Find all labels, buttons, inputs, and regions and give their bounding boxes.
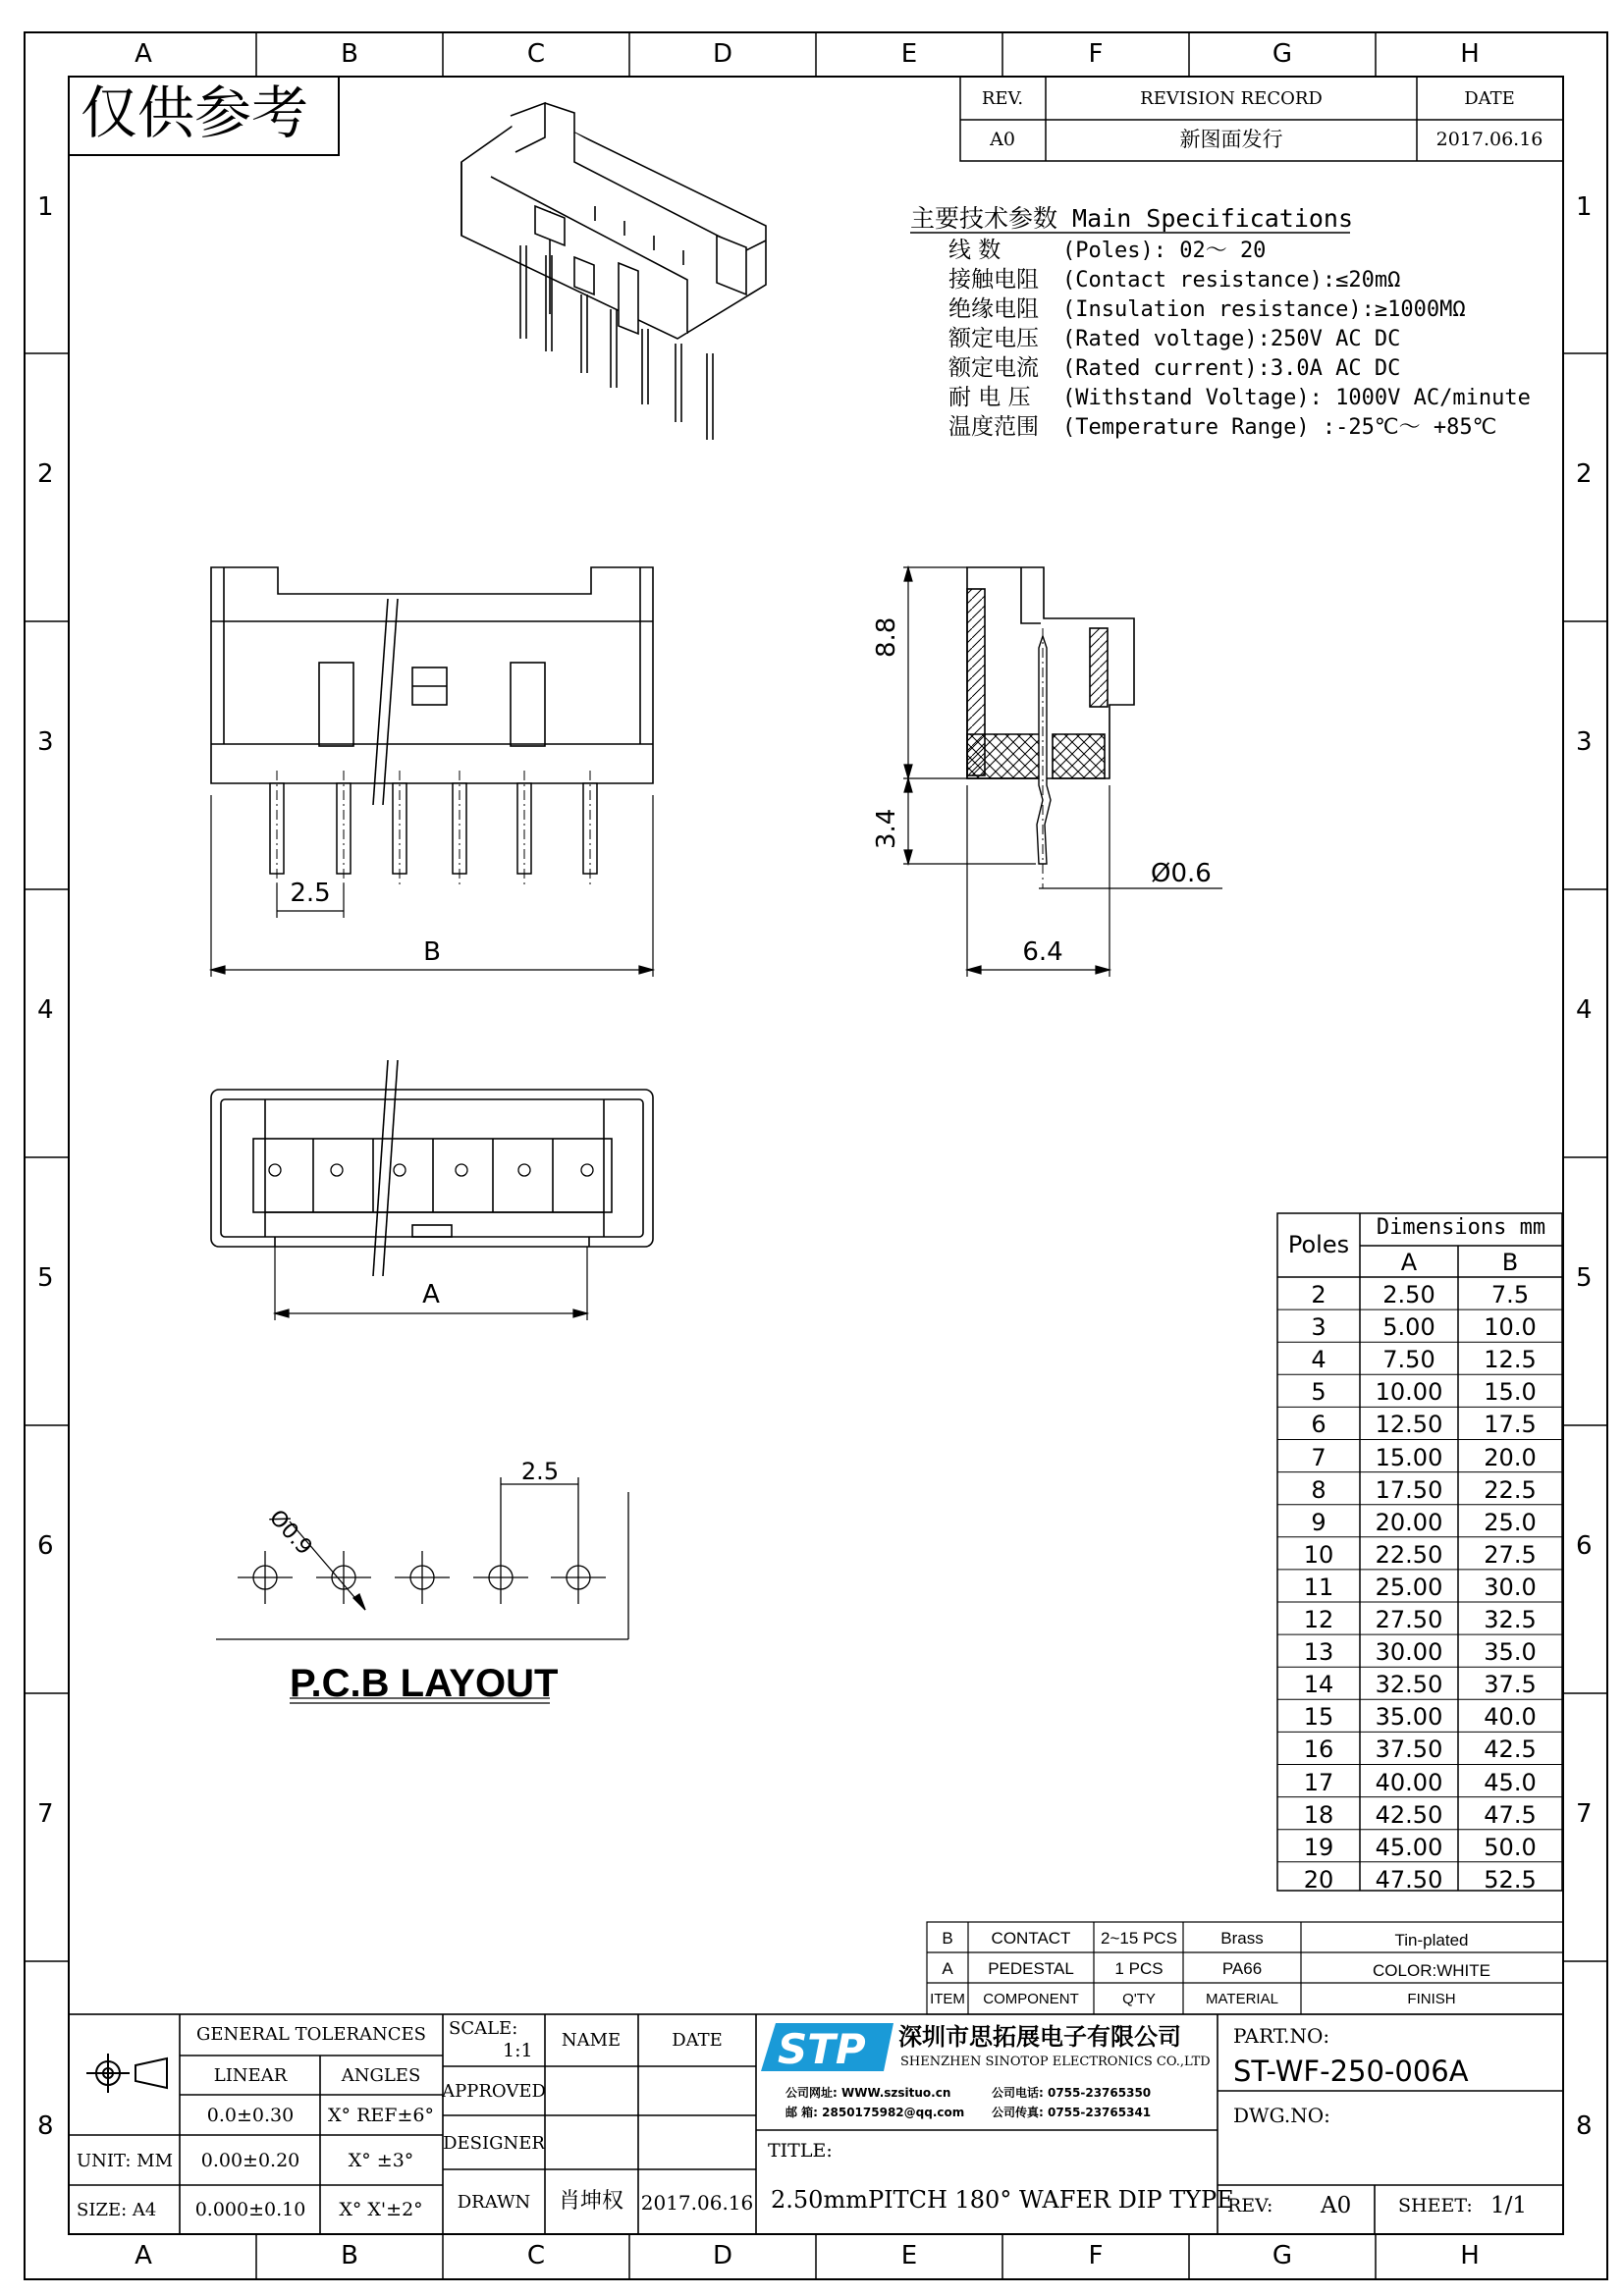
zone-row-7: 7: [37, 1799, 54, 1829]
sheet-value: 1/1: [1490, 2193, 1528, 2218]
table-cell-poles: 11: [1303, 1573, 1334, 1601]
scale-value: 1:1: [503, 2040, 533, 2061]
spec-value: (Temperature Range) :-25℃～ +85℃: [1062, 415, 1497, 440]
table-cell-b: 32.5: [1484, 1606, 1537, 1633]
top-view-pin-holes: [269, 1164, 593, 1176]
spec-value: (Rated current):3.0A AC DC: [1062, 356, 1401, 381]
table-cell-a: 17.50: [1375, 1475, 1443, 1504]
scale-label: SCALE:: [449, 2018, 518, 2039]
table-cell-a: 40.00: [1375, 1768, 1443, 1796]
tolerance-angle-2: X° ±3°: [348, 2150, 414, 2171]
table-cell-poles: 18: [1303, 1800, 1334, 1829]
side-section-view: [967, 567, 1134, 778]
zone-col-b: B: [341, 39, 358, 69]
table-cell-b: 15.0: [1484, 1378, 1537, 1407]
table-cell-poles: 8: [1311, 1475, 1326, 1504]
table-cell-a: 15.00: [1375, 1443, 1443, 1471]
side-view-pin: [1037, 636, 1051, 864]
table-cell-b: 17.5: [1484, 1411, 1537, 1439]
zone-col-f: F: [1088, 39, 1104, 69]
dim-pcb-pitch: 2.5: [520, 1458, 560, 1485]
table-cell-poles: 2: [1311, 1281, 1326, 1308]
size-label: SIZE: A4: [77, 2200, 157, 2220]
zone-row-8-right: 8: [1576, 2111, 1593, 2141]
company-website: 公司网址: WWW.szsituo.cn: [785, 2086, 951, 2100]
table-cell-b: 30.0: [1484, 1573, 1537, 1601]
zone-row-5-right: 5: [1576, 1263, 1593, 1293]
table-cell-b: 52.5: [1484, 1865, 1537, 1894]
zone-col-g: G: [1272, 39, 1293, 69]
zone-row-7-right: 7: [1576, 1799, 1593, 1829]
revision-record-header: REVISION RECORD: [1140, 88, 1323, 109]
rev-header: REV.: [981, 88, 1024, 109]
company-fax: 公司传真: 0755-23765341: [992, 2106, 1152, 2119]
zone-row-1: 1: [37, 192, 54, 222]
sheet-label: SHEET:: [1398, 2195, 1473, 2216]
front-view: [211, 567, 653, 805]
bom-component: CONTACT: [991, 1929, 1071, 1948]
table-cell-a: 5.00: [1382, 1313, 1435, 1342]
zone-row-6: 6: [37, 1531, 54, 1561]
tolerance-linear-3: 0.000±0.10: [194, 2199, 306, 2220]
drawing-title: 2.50mmPITCH 180° WAFER DIP TYPE: [771, 2186, 1234, 2214]
table-cell-b: 12.5: [1484, 1346, 1537, 1374]
table-cell-poles: 7: [1311, 1443, 1326, 1471]
table-cell-a: 22.50: [1375, 1540, 1443, 1569]
spec-value: (Insulation resistance):≥1000MΩ: [1062, 297, 1466, 322]
table-cell-poles: 19: [1303, 1833, 1334, 1861]
table-cell-b: 50.0: [1484, 1833, 1537, 1861]
bom-header-finish: FINISH: [1407, 1991, 1456, 2007]
unit-label: UNIT: MM: [77, 2151, 174, 2171]
front-view-pins: [270, 783, 597, 874]
zone-col-a: A: [135, 39, 152, 69]
table-cell-b: 42.5: [1484, 1735, 1537, 1764]
zone-col-e: E: [900, 39, 918, 69]
table-cell-a: 12.50: [1375, 1411, 1443, 1439]
part-no-value: ST-WF-250-006A: [1233, 2055, 1469, 2088]
spec-label: 接触电阻: [948, 267, 1039, 293]
title-label: TITLE:: [768, 2140, 833, 2162]
front-view-centerlines: [277, 771, 590, 888]
watermark-text: 仅供参考: [81, 80, 309, 146]
dim-depth: 6.4: [1022, 937, 1063, 967]
company-email: 邮 箱: 2850175982@qq.com: [785, 2106, 965, 2119]
table-cell-a: 20.00: [1375, 1508, 1443, 1536]
bom-material: Brass: [1220, 1929, 1264, 1948]
zone-row-3: 3: [37, 727, 54, 757]
dwg-no-label: DWG.NO:: [1233, 2104, 1330, 2127]
tolerance-linear-1: 0.0±0.30: [206, 2105, 295, 2126]
dim-height-3-4: 3.4: [872, 808, 901, 849]
table-cell-a: 45.00: [1375, 1833, 1443, 1861]
table-header-poles: Poles: [1287, 1231, 1350, 1258]
revision-record-value: 新图面发行: [1179, 128, 1283, 151]
bom-header-component: COMPONENT: [983, 1991, 1079, 2007]
table-cell-a: 25.00: [1375, 1573, 1443, 1601]
zone-col-d: D: [712, 39, 733, 69]
table-cell-a: 2.50: [1382, 1281, 1435, 1308]
table-cell-poles: 14: [1303, 1671, 1334, 1699]
table-cell-b: 22.5: [1484, 1475, 1537, 1504]
table-cell-poles: 3: [1311, 1313, 1326, 1342]
bom-finish: COLOR:WHITE: [1373, 1961, 1490, 1980]
spec-value: (Contact resistance):≤20mΩ: [1062, 268, 1401, 293]
table-header-a: A: [1400, 1249, 1418, 1276]
spec-label: 绝缘电阻: [948, 296, 1039, 322]
table-cell-b: 7.5: [1490, 1281, 1530, 1308]
zone-col-h: H: [1460, 39, 1480, 69]
table-cell-b: 37.5: [1484, 1671, 1537, 1699]
table-header-dimensions: Dimensions mm: [1376, 1215, 1546, 1240]
drawn-label: DRAWN: [457, 2192, 531, 2213]
bom-header-material: MATERIAL: [1206, 1991, 1278, 2007]
rev-value: A0: [990, 129, 1015, 150]
designer-label: DESIGNER: [443, 2133, 545, 2154]
table-cell-a: 27.50: [1375, 1606, 1443, 1633]
dim-pcb-hole: Ø0.9: [263, 1505, 317, 1561]
table-cell-b: 20.0: [1484, 1443, 1537, 1471]
bom-component: PEDESTAL: [988, 1959, 1074, 1978]
dim-a: A: [422, 1280, 440, 1309]
table-cell-poles: 5: [1311, 1378, 1326, 1407]
table-cell-poles: 15: [1303, 1703, 1334, 1732]
bom-material: PA66: [1221, 1959, 1263, 1978]
spec-value: (Withstand Voltage): 1000V AC/minute: [1062, 386, 1531, 410]
name-header: NAME: [561, 2030, 622, 2051]
tolerance-linear-2: 0.00±0.20: [200, 2150, 300, 2171]
company-logo: [761, 2023, 893, 2073]
table-cell-b: 47.5: [1484, 1800, 1537, 1829]
bom-qty: 2~15 PCS: [1101, 1929, 1177, 1948]
tolerance-angle-3: X° X'±2°: [339, 2199, 423, 2220]
tolerance-angle-1: X° REF±6°: [328, 2105, 434, 2126]
spec-value: (Rated voltage):250V AC DC: [1062, 327, 1401, 351]
table-cell-poles: 4: [1311, 1346, 1326, 1374]
table-cell-poles: 16: [1303, 1735, 1334, 1764]
zone-row-3-right: 3: [1576, 727, 1593, 757]
bom-qty: 1 PCS: [1114, 1959, 1164, 1978]
top-view: [211, 1060, 653, 1276]
zone-col-a-bottom: A: [135, 2241, 152, 2270]
spec-label: 线 数: [948, 238, 1001, 263]
table-header-b: B: [1501, 1249, 1519, 1276]
isometric-connector-view: [461, 103, 766, 440]
zone-col-g-bottom: G: [1272, 2241, 1293, 2270]
bom-header-qty: Q'TY: [1122, 1991, 1156, 2007]
spec-label: 额定电流: [948, 355, 1039, 381]
company-name-cn: 深圳市思拓展电子有限公司: [898, 2023, 1181, 2051]
company-name-en: SHENZHEN SINOTOP ELECTRONICS CO.,LTD: [900, 2055, 1211, 2069]
linear-label: LINEAR: [213, 2065, 288, 2086]
table-cell-b: 40.0: [1484, 1703, 1537, 1732]
date-header: DATE: [1464, 88, 1515, 109]
table-cell-poles: 6: [1311, 1411, 1326, 1439]
table-cell-poles: 17: [1303, 1768, 1334, 1796]
bom-header-item: ITEM: [930, 1991, 965, 2007]
bom-item: B: [942, 1929, 953, 1948]
drawn-name: 肖坤权: [558, 2189, 624, 2214]
part-no-label: PART.NO:: [1233, 2024, 1330, 2048]
zone-row-4: 4: [37, 995, 54, 1025]
zone-col-e-bottom: E: [900, 2241, 918, 2270]
zone-col-c-bottom: C: [526, 2241, 546, 2270]
spec-label: 温度范围: [948, 414, 1039, 440]
general-tolerances-label: GENERAL TOLERANCES: [195, 2024, 427, 2045]
table-cell-a: 37.50: [1375, 1735, 1443, 1764]
table-cell-b: 27.5: [1484, 1540, 1537, 1569]
zone-col-b-bottom: B: [341, 2241, 358, 2270]
table-cell-b: 25.0: [1484, 1508, 1537, 1536]
dim-b: B: [423, 937, 441, 967]
projection-symbol: [86, 2054, 167, 2093]
rev-label-title: REV:: [1227, 2195, 1273, 2216]
table-cell-poles: 13: [1303, 1638, 1334, 1667]
dim-pin-diameter: Ø0.6: [1151, 859, 1212, 888]
zone-row-1-right: 1: [1576, 192, 1593, 222]
table-cell-b: 10.0: [1484, 1313, 1537, 1342]
table-cell-poles: 10: [1303, 1540, 1334, 1569]
table-cell-poles: 9: [1311, 1508, 1326, 1536]
table-cell-b: 45.0: [1484, 1768, 1537, 1796]
table-cell-a: 42.50: [1375, 1800, 1443, 1829]
table-cell-a: 35.00: [1375, 1703, 1443, 1732]
spec-label: 耐 电 压: [948, 385, 1031, 410]
table-cell-a: 32.50: [1375, 1671, 1443, 1699]
table-cell-a: 30.00: [1375, 1638, 1443, 1667]
zone-col-c: C: [526, 39, 546, 69]
revision-date-value: 2017.06.16: [1435, 129, 1543, 150]
angles-label: ANGLES: [341, 2065, 421, 2086]
company-phone: 公司电话: 0755-23765350: [992, 2086, 1152, 2100]
spec-label: 额定电压: [948, 326, 1039, 351]
zone-row-5: 5: [37, 1263, 54, 1293]
table-cell-poles: 12: [1303, 1606, 1334, 1633]
zone-row-2-right: 2: [1576, 459, 1593, 489]
zone-col-h-bottom: H: [1460, 2241, 1480, 2270]
zone-col-f-bottom: F: [1088, 2241, 1104, 2270]
bom-finish: Tin-plated: [1394, 1931, 1469, 1949]
date-header-title: DATE: [672, 2030, 723, 2051]
table-cell-b: 35.0: [1484, 1638, 1537, 1667]
zone-row-6-right: 6: [1576, 1531, 1593, 1561]
logo-text: STP: [778, 2025, 866, 2073]
bom-item: A: [942, 1959, 953, 1978]
spec-value: (Poles): 02～ 20: [1062, 239, 1267, 263]
rev-value-title: A0: [1321, 2193, 1352, 2218]
approved-label: APPROVED: [442, 2081, 546, 2102]
dim-height-8-8: 8.8: [872, 616, 901, 658]
dim-pitch: 2.5: [290, 879, 331, 908]
spec-title: 主要技术参数 Main Specifications: [910, 204, 1354, 233]
drawn-date: 2017.06.16: [640, 2191, 754, 2215]
zone-row-2: 2: [37, 459, 54, 489]
pcb-layout-title: P.C.B LAYOUT: [290, 1662, 559, 1705]
table-cell-a: 7.50: [1382, 1346, 1435, 1374]
zone-row-4-right: 4: [1576, 995, 1593, 1025]
zone-col-d-bottom: D: [712, 2241, 733, 2270]
table-cell-a: 10.00: [1375, 1378, 1443, 1407]
zone-row-8: 8: [37, 2111, 54, 2141]
table-cell-poles: 20: [1303, 1865, 1334, 1894]
table-cell-a: 47.50: [1375, 1865, 1443, 1894]
